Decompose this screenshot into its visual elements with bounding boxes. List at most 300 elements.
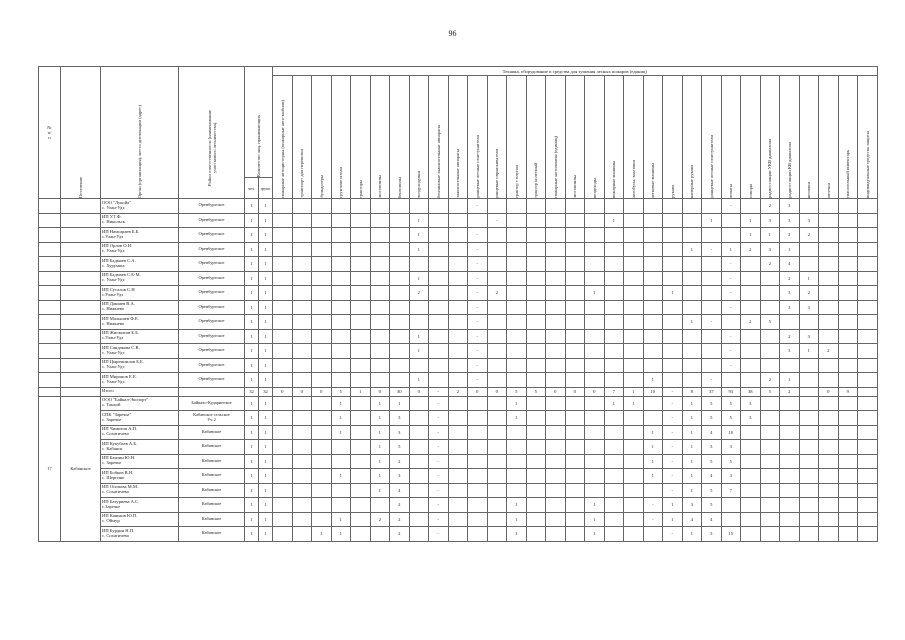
value-cell [838,257,858,272]
value-cell: 5 [760,315,780,330]
value-cell: 1 [312,527,332,542]
value-cell [312,257,332,272]
value-cell [370,199,390,214]
value-cell [741,199,761,214]
value-cell [429,242,449,257]
value-cell [780,440,800,455]
value-cell [507,271,527,286]
value-cell [487,358,507,373]
value-cell [643,344,663,359]
value-cell [292,213,312,228]
total-cell: 5 [526,387,546,396]
value-cell [643,315,663,330]
value-cell [390,228,410,243]
value-cell [741,257,761,272]
value-cell [273,454,293,469]
value-cell: 1 [585,527,605,542]
header-equipment-col: грунтометатели [331,76,351,199]
district-cell: Оренбургское [179,199,245,214]
value-cell [702,199,722,214]
header-equipment-col: тракторы [351,76,371,199]
value-cell: 1 [259,228,273,243]
value-cell [663,228,683,243]
value-cell [292,396,312,411]
value-cell [819,396,839,411]
value-cell: 1 [370,440,390,455]
value-cell [351,440,371,455]
value-cell [448,425,468,440]
value-cell: 1 [780,373,800,388]
value-cell [760,329,780,344]
value-cell [409,483,429,498]
value-cell: - [429,396,449,411]
municipality-cell [61,257,101,272]
value-cell: 3 [780,213,800,228]
value-cell [273,425,293,440]
value-cell [838,498,858,513]
value-cell: 1 [245,469,259,484]
value-cell [585,329,605,344]
value-cell [312,344,332,359]
value-cell [643,257,663,272]
header-persons: Количество лиц, принимающих [245,67,273,178]
header-equipment-col: пожарные машины [604,76,624,199]
org-cell: ИП Батуриева А.С. с.Заречье [101,498,179,513]
value-cell [643,242,663,257]
header-equipment-col: пожарные автоцистерны (пожарные авто-мобили) [273,76,293,199]
value-cell [819,454,839,469]
value-cell [487,315,507,330]
header-equipment-col: трактор колесный [526,76,546,199]
value-cell [273,228,293,243]
municipality-cell [61,329,101,344]
total-cell: 38 [741,387,761,396]
value-cell [799,358,819,373]
header-district: Район ответственности (наименование участкового лесничества) [179,67,245,199]
value-cell [351,425,371,440]
value-cell [624,483,644,498]
value-cell: 1 [682,396,702,411]
value-cell [760,344,780,359]
municipality-cell [61,358,101,373]
value-cell [448,411,468,426]
value-cell [448,483,468,498]
value-cell [858,242,878,257]
value-cell: 1 [409,373,429,388]
value-cell: 1 [682,315,702,330]
value-cell [585,257,605,272]
value-cell [546,498,566,513]
value-cell [565,396,585,411]
value-cell [585,454,605,469]
value-cell [409,358,429,373]
value-cell [312,271,332,286]
value-cell [643,527,663,542]
header-organization: Орган (организация), место дислокации (адрес) [101,67,179,199]
value-cell [565,411,585,426]
value-cell: - [721,344,741,359]
value-cell: 1 [682,527,702,542]
value-cell [487,469,507,484]
value-cell [331,242,351,257]
value-cell [838,329,858,344]
district-cell: Оренбургское [179,315,245,330]
value-cell [526,440,546,455]
value-cell [858,271,878,286]
value-cell [448,469,468,484]
value-cell: - [721,199,741,214]
value-cell [409,440,429,455]
value-cell: - [429,512,449,527]
value-cell [565,344,585,359]
value-cell [370,329,390,344]
value-cell [585,440,605,455]
value-cell: - [429,483,449,498]
value-cell [526,425,546,440]
value-cell: 1 [259,257,273,272]
total-cell: 0 [487,387,507,396]
value-cell [390,358,410,373]
header-equipment-col: воздуходувки [409,76,429,199]
value-cell [331,498,351,513]
value-cell [663,199,683,214]
value-cell [604,498,624,513]
value-cell: 1 [245,483,259,498]
header-equipment-col: бензиновые зажигательные аппараты [429,76,449,199]
value-cell: 1 [682,483,702,498]
value-cell: 1 [259,396,273,411]
value-cell [819,411,839,426]
total-cell: 0 [819,387,839,396]
value-cell [624,498,644,513]
value-cell [429,257,449,272]
total-label: Итого [101,387,179,396]
value-cell: 2 [390,454,410,469]
value-cell [565,373,585,388]
value-cell [409,396,429,411]
value-cell: - [468,228,488,243]
value-cell [331,315,351,330]
value-cell: 3 [702,440,722,455]
value-cell [741,286,761,301]
value-cell: 1 [370,454,390,469]
value-cell [546,213,566,228]
value-cell [819,271,839,286]
value-cell: - [468,199,488,214]
table-row [39,344,878,359]
value-cell [487,512,507,527]
value-cell: 1 [259,300,273,315]
value-cell [409,527,429,542]
value-cell: 1 [245,242,259,257]
value-cell: 1 [507,396,527,411]
district-cell: Оренбургское [179,358,245,373]
value-cell [546,228,566,243]
value-cell: - [702,242,722,257]
value-cell [507,329,527,344]
value-cell: 1 [245,498,259,513]
value-cell [604,469,624,484]
value-cell [643,228,663,243]
value-cell [604,286,624,301]
district-cell: Оренбургское [179,213,245,228]
value-cell: - [721,300,741,315]
value-cell [721,315,741,330]
equipment-table [38,66,878,542]
value-cell [799,199,819,214]
value-cell [312,396,332,411]
total-cell [858,387,878,396]
value-cell [702,228,722,243]
municipality-name: Кабанское [61,396,101,541]
value-cell: 3 [780,286,800,301]
value-cell: 1 [259,425,273,440]
value-cell [546,512,566,527]
org-cell: ИП Орлов О.Н. с. Улан-Удэ [101,242,179,257]
value-cell: 1 [799,344,819,359]
value-cell [351,527,371,542]
value-cell [643,358,663,373]
district-cell: Оренбургское [179,228,245,243]
value-cell: 1 [409,242,429,257]
value-cell [429,373,449,388]
value-cell [546,199,566,214]
value-cell [760,271,780,286]
value-cell [351,358,371,373]
value-cell [487,300,507,315]
value-cell [312,242,332,257]
value-cell [565,512,585,527]
value-cell [838,396,858,411]
value-cell [702,358,722,373]
value-cell [663,373,683,388]
value-cell [643,199,663,214]
value-cell [546,373,566,388]
value-cell [760,469,780,484]
header-equipment-col: ранцевые опрыскиватели [487,76,507,199]
value-cell [643,271,663,286]
value-cell [390,286,410,301]
value-cell [448,300,468,315]
value-cell [721,498,741,513]
value-cell [546,271,566,286]
value-cell [838,358,858,373]
value-cell [312,469,332,484]
total-cell: 1 [624,387,644,396]
value-cell: 1 [259,271,273,286]
district-cell: Оренбургское [179,286,245,301]
org-cell: ИП Чимитов А.П. с. Сохатичево [101,425,179,440]
value-cell [390,271,410,286]
value-cell [858,373,878,388]
value-cell [370,286,390,301]
value-cell [682,344,702,359]
value-cell [604,344,624,359]
value-cell: 3 [760,213,780,228]
value-cell: 1 [245,454,259,469]
value-cell [604,527,624,542]
value-cell: - [429,498,449,513]
value-cell: 1 [245,358,259,373]
value-cell: - [663,527,683,542]
value-cell [624,286,644,301]
value-cell [526,242,546,257]
value-cell [780,454,800,469]
value-cell [565,315,585,330]
header-equipment-col: топоры [741,76,761,199]
value-cell: 1 [643,454,663,469]
org-cell: ИП Кукубаев А.Б. с. Кабанск [101,440,179,455]
value-cell [292,286,312,301]
total-cell: 7 [604,387,624,396]
value-cell [858,396,878,411]
value-cell: 1 [245,199,259,214]
value-cell [858,440,878,455]
value-cell [507,440,527,455]
value-cell [585,425,605,440]
value-cell [565,483,585,498]
value-cell: 1 [643,373,663,388]
value-cell [273,242,293,257]
value-cell [292,344,312,359]
value-cell: 1 [604,213,624,228]
num-cell [39,242,61,257]
municipality-cell [61,300,101,315]
value-cell: 1 [245,213,259,228]
value-cell [390,315,410,330]
header-equipment-col: автобусы, вахтовки [624,76,644,199]
value-cell [741,454,761,469]
value-cell [429,300,449,315]
value-cell: 1 [741,228,761,243]
value-cell [663,271,683,286]
value-cell: 3 [780,344,800,359]
value-cell [331,257,351,272]
value-cell [409,469,429,484]
value-cell [546,358,566,373]
value-cell [565,257,585,272]
value-cell [292,329,312,344]
value-cell: - [721,271,741,286]
value-cell: 1 [245,257,259,272]
value-cell [819,329,839,344]
value-cell [546,411,566,426]
value-cell: 3 [780,199,800,214]
value-cell [721,512,741,527]
total-row [39,387,878,396]
value-cell: 1 [245,411,259,426]
value-cell [468,396,488,411]
value-cell [721,373,741,388]
value-cell [585,300,605,315]
value-cell: 3 [780,300,800,315]
org-cell: ИП Малышев Ф.Е. с. Нижнево [101,315,179,330]
value-cell [780,483,800,498]
value-cell [663,300,683,315]
org-cell: СПК "Заречье" с. Заречье [101,411,179,426]
value-cell: 10 [721,425,741,440]
value-cell [312,213,332,228]
district-cell: Кабанское [179,483,245,498]
value-cell: 1 [331,512,351,527]
value-cell [819,483,839,498]
value-cell [838,315,858,330]
value-cell [799,315,819,330]
num-cell [39,228,61,243]
value-cell: - [643,498,663,513]
num-cell [39,344,61,359]
value-cell [351,329,371,344]
header-equipment-col: бульдозеры [312,76,332,199]
district-cell: Кабанское [179,454,245,469]
value-cell [624,213,644,228]
value-cell [741,440,761,455]
value-cell [526,344,546,359]
value-cell [624,300,644,315]
value-cell [468,469,488,484]
value-cell [448,228,468,243]
value-cell [312,373,332,388]
value-cell [273,286,293,301]
value-cell [585,396,605,411]
value-cell [370,358,390,373]
value-cell: - [468,358,488,373]
district-cell: Оренбургское [179,344,245,359]
value-cell [624,454,644,469]
value-cell [487,411,507,426]
value-cell [273,411,293,426]
value-cell: - [468,329,488,344]
value-cell: 2 [390,498,410,513]
value-cell [487,271,507,286]
value-cell: 1 [331,469,351,484]
value-cell [585,358,605,373]
value-cell [585,483,605,498]
header-equipment-col: спасательный инвентарь [838,76,858,199]
org-cell: ИП У.Т.Ф. с. Никольск [101,213,179,228]
value-cell [819,315,839,330]
value-cell [273,358,293,373]
value-cell [312,286,332,301]
value-cell [312,199,332,214]
value-cell [507,213,527,228]
value-cell [331,454,351,469]
header-persons-groups: групп [259,178,273,199]
value-cell [292,483,312,498]
municipality-cell [61,373,101,388]
value-cell [448,199,468,214]
value-cell [526,257,546,272]
value-cell [292,411,312,426]
value-cell: 4 [390,483,410,498]
header-num: № п/ п [39,67,61,199]
value-cell [585,315,605,330]
value-cell [429,228,449,243]
value-cell [546,425,566,440]
value-cell [838,527,858,542]
total-cell: 5 [760,387,780,396]
municipality-cell [61,271,101,286]
value-cell: 3 [760,242,780,257]
district-cell: Кабанское [179,527,245,542]
value-cell [838,213,858,228]
value-cell: - [429,425,449,440]
total-cell: 10 [643,387,663,396]
value-cell [526,286,546,301]
value-cell [507,315,527,330]
value-cell [273,213,293,228]
value-cell [682,228,702,243]
